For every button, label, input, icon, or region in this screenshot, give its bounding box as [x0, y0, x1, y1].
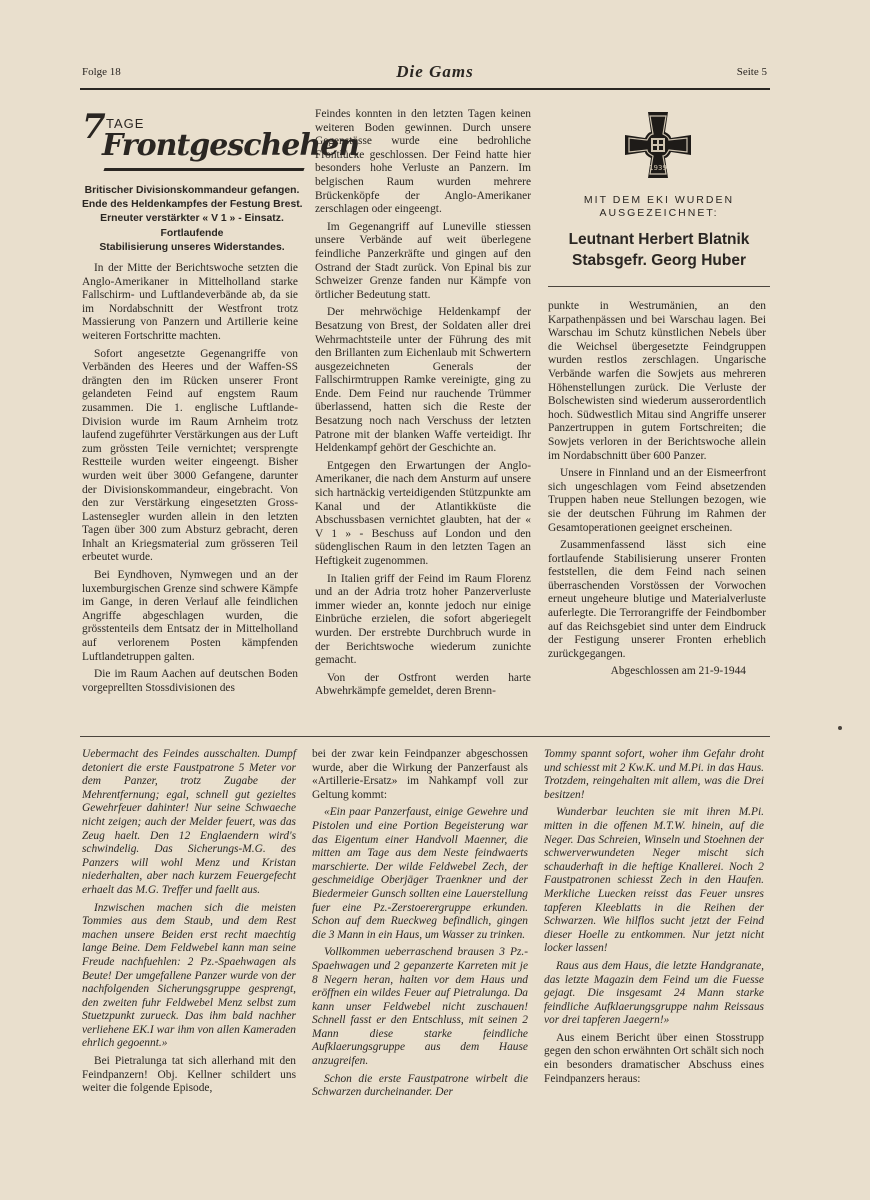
article-paragraph: Der mehrwöchige Heldenkampf der Besatzung von Brest, der Soldaten aller drei Wehrmachtsteile unter der Führung des mit den Brillanten zum Eichenlaub mit Schwertern ausgezeichneten Generals der Fallschirmtruppen Ramke vereinigte, ging zu Ende. Dem Feind nur rauchende Trümmer überlassend, hatten sich die Reste der Besatzung noch nach Verschuss der letzten Patrone mit der blanken Waffe verteidigt. Ihr Heldenkampf gehört der Geschichte an.: [315, 306, 531, 455]
iron-cross-icon: [623, 110, 693, 180]
masthead: Die Gams: [396, 62, 474, 81]
story-paragraph: Inzwischen machen sich die meisten Tommies aus dem Staub, und dem Rest machen unsere Beiden erst recht maechtig lange Beine. Dem Feldwebel kann man seine Freude nachfuehlen: 2 Pz.-Spaehwagen als Beute! Der umgefallene Panzer wurde von der nachfolgenden Sicherungsgruppe gesprengt, den zweiten fuhr Feldwebel Menz selbst zum Stuetzpunkt zurueck. Das ihm bald nachher verliehene EK.I war ihm von allen Kameraden ehrlich gegoennt.»: [82, 901, 296, 1050]
article-paragraph: In Italien griff der Feind im Raum Florenz und an der Adria trotz hoher Panzerverluste immer wieder an, konnte jedoch nur einige Einbrüche erzielen, die sofort abgeriegelt wurden. Der erstrebte Durchbruch wurde in der Berichtswoche wiederum zunichte gemacht.: [315, 572, 531, 667]
upper-column-3: [548, 300, 766, 679]
award-recipient: Stabsgefr. Georg Huber: [572, 252, 746, 269]
award-heading: [548, 194, 770, 220]
summary-line: Erneuter verstärkter « V 1 » - Einsatz.: [100, 213, 284, 225]
story-paragraph: Uebermacht des Feindes ausschalten. Dumpf detoniert die erste Faustpatrone 5 Meter vor dem Panzer, trotz Zugabe der Mehrentfernung; egal, schnell gut gezieltes Gewehrfeuer dahinter! Nur seine Schwaeche nicht zeigen; auch der Melder feuert, was das Zeug haelt. Den 12 Englaendern wird's schwindelig. Das Sicherungs-M.G. des Panzers will wohl Menz und Kristan niederhalten, aber nach kurzem Feuergefecht erhaelt das M.G. Treffer und faellt aus.: [82, 748, 296, 896]
story-paragraph: bei der zwar kein Feindpanzer abgeschossen wurde, aber die Wirkung der Panzerfaust als «Artillerie-Ersatz» im Nahkampf voll zur Geltung kommt:: [312, 748, 528, 801]
issue-number: Folge 18: [82, 66, 121, 78]
article-paragraph: punkte in Westrumänien, an den Karpathenpässen und bei Warschau lagen. Bei Warschau im Schutz künstlichen Nebels über die Weichsel übergesetzte Feindgruppen wurden restlos zerschlagen. Ungarische Verbände warfen die Sowjets aus mehreren Höhenstellungen zurück. Die Verluste der Bolschewisten sind wiederum ausserordentlich hoch. Südwestlich Mitau sind Angriffe unserer Panzertruppen in gutem Fortschreiten; die Sowjets verloren in der Berichtswoche allein im Nordabschnitt über 600 Panzer.: [548, 300, 766, 462]
story-paragraph: Tommy spannt sofort, woher ihm Gefahr droht und schiesst mit 2 Kw.K. und M.Pi. in das Haus. Trotzdem, reingehalten mit allem, was die Drei besitzen!: [544, 748, 765, 801]
award-divider: [548, 286, 770, 287]
summary-line: Ende des Heldenkampfes der Festung Brest.: [82, 199, 303, 211]
article-paragraph: Von der Ostfront werden harte Abwehrkämpfe gemeldet, deren Brenn-: [315, 671, 531, 698]
award-heading-line: AUSGEZEICHNET:: [599, 207, 719, 219]
summary-line: Stabilisierung unseres Widerstandes.: [99, 241, 285, 253]
title-frontgeschehen: Frontgeschehen: [102, 128, 360, 163]
article-paragraph: In der Mitte der Berichtswoche setzten die Anglo-Amerikaner in Mittelholland starke Fallschirm- und Luftlandeverbände ab, da sie im Nordabschnitt der Westfront trotz Massierung von Panzern und Artillerie keine weiteren Fortschritte machten.: [82, 262, 298, 342]
summary-line: Fortlaufende: [160, 227, 224, 239]
article-paragraph: Feindes konnten in den letzten Tagen keinen weiteren Boden gewinnen. Durch unsere Gegenstösse wurde eine bedrohliche Frontlücke geschlossen. Der Feind hatte hier besonders hohe Verluste an Panzern. Im belgischen Raum wurden mehrere Brückenköpfe der Anglo-Amerikaner zerschlagen oder eingeengt.: [315, 108, 531, 216]
article-paragraph: Die im Raum Aachen auf deutschen Boden vorgeprellten Stossdivisionen des: [82, 668, 298, 694]
article-paragraph: Sofort angesetzte Gegenangriffe von Verbänden des Heeres und der Waffen-SS drängten den im Rücken unserer Front gelandeten Feind auf engstem Raum zusammen. Die 1. englische Luftlande-Division wurde im Raum Arnheim trotz laufend zugeführter Verstärkungen aus der Luft zum grössten Teile vernichtet; versprengte Restteile wurden weiter eingeengt. Bisher wurden weit über 3000 Gefangene, darunter der Divisionskommandeur, eingebracht. Von den zur Verstärkung eingesetzten Gross-Lastensegler wurden allein in den letzten Tagen über 300 zum Absturz gebracht, deren Inhalt an Kriegsmaterial zum grösseren Teil erbeutet wurde.: [82, 347, 298, 564]
story-paragraph: Bei Pietralunga tat sich allerhand mit den Feindpanzern! Obj. Kellner schildert uns weiter die folgende Episode,: [82, 1055, 296, 1095]
article-paragraph: Entgegen den Erwartungen der Anglo-Amerikaner, die nach dem Ansturm auf unsere sich hartnäckig verteidigenden Stützpunkte am Kanal und der Atlantikküste die Abschussbasen vernichtet glaubten, hat der « V 1 » - Beschuss auf London und den südenglischen Raum in den letzten Tagen an Heftigkeit zugenommen.: [315, 459, 531, 567]
title-underline: [103, 168, 304, 171]
story-paragraph: Wunderbar leuchten sie mit ihren M.Pi. mitten in die offenen M.T.W. hinein, auf die Neger. Das Schreien, Winseln und Stoehnen der schwerverwundeten Neger mischt sich schauderhaft in die heftige Knallerei. Noch 2 Faustpatronen schiesst Zech in den Haufen. Merkliche Luecken reisst das Feuer unsres tapferen Kleeblatts in die Reihen der Schwarzen. Wie hilflos sucht jetzt der Feind dieser Hoelle zu entkommen. Nur jetzt nicht locker lassen!: [544, 806, 764, 955]
title-number: 7: [82, 107, 106, 147]
summary-line: Britischer Divisionskommandeur gefangen.: [84, 185, 300, 196]
story-paragraph: «Ein paar Panzerfaust, einige Gewehre und Pistolen und eine Portion Begeisterung war das Eigentum einer Handvoll Maenner, die mitten am Tage aus dem Neste feindwaerts marschierte. Der wilde Feldwebel Zech, der geschmeidige Oberjäger Traenkner und der Biedermeier Gunsch sollten eine Lauerstellung fuer eine Pz.-Zerstoerergruppe erkunden. Schon auf dem Rueckweg befindlich, gingen die 3 Mann in ein Haus, um Wasser zu trinken.: [312, 806, 528, 941]
award-heading-line: MIT DEM EKI WURDEN: [583, 194, 735, 206]
award-box: [548, 110, 770, 280]
article-paragraph: Im Gegenangriff auf Luneville stiessen unsere Verbände auf weit überlegene feindliche Panzerkräfte und gingen auf den Ostrand der Stadt zurück. Von Epinal bis zur Schweizer Grenze fanden nur Kämpfe von örtlicher Bedeutung statt.: [315, 220, 531, 301]
lower-column-1: [82, 748, 296, 1096]
header-rule: [80, 88, 770, 90]
section-divider: [80, 736, 770, 737]
story-paragraph: Schon die erste Faustpatrone wirbelt die Schwarzen durcheinander. Der: [312, 1072, 528, 1099]
page-number: Seite 5: [736, 66, 767, 78]
story-paragraph: Aus einem Bericht über einen Stosstrupp gegen den schon erwähnten Ort schält sich noch ein besonders dramatischer Abschuss eines Feindpanzers heraus:: [544, 1031, 764, 1085]
cross-year: 1939: [649, 164, 667, 172]
story-paragraph: Vollkommen ueberraschend brausen 3 Pz.-Spaehwagen und 2 gepanzerte Karreten mit je 8 Negern heran, halten vor dem Haus und eröffnen ein wildes Feuer auf Pietralunga. Da kann unser Feldwebel nicht zuschauen! Schnell fasst er den Entschluss, mit seinen 2 Mann diese starke feindliche Aufklaerungsgruppe aus dem Hause anzugreifen.: [312, 946, 528, 1068]
award-recipient: Leutnant Herbert Blatnik: [568, 231, 750, 248]
summary-headlines: [82, 184, 302, 255]
lower-column-2: [312, 748, 528, 1100]
title-tage: TAGE: [106, 116, 145, 131]
upper-column-2: [315, 108, 531, 699]
article-paragraph: Unsere in Finnland und an der Eismeerfront sich ungeschlagen vom Feind absetzenden Truppen haben neue Stellungen bezogen, wie sie der deutschen Führung im Rahmen der Gesamtoperationen geeignet erscheinen.: [548, 467, 766, 534]
upper-column-1: [82, 262, 298, 695]
lower-column-3: [544, 748, 764, 1086]
story-paragraph: Raus aus dem Haus, die letzte Handgranate, das letzte Magazin dem Feind um die Fuesse gejagt. Die insgesamt 24 Mann starke feindliche Aufklaerungsgruppe nahm Reissaus vor drei tapferen Jaegern!»: [544, 959, 764, 1027]
article-paragraph: Zusammenfassend lässt sich eine fortlaufende Stabilisierung unserer Fronten feststellen, die dem Feind nach seinen überraschenden Vorstössen der Vorwochen erneut ungeheure blutige und Materialverluste auferlegte. Die Terrorangriffe der Feindbomber auf das Reichsgebiet sind unter dem Eindruck der Festigung unserer Fronten erheblich zurückgegangen.: [548, 539, 766, 660]
section-title: [82, 107, 360, 180]
page-dot: [838, 726, 842, 730]
signoff-date: Abgeschlossen am 21-9-1944: [610, 665, 746, 678]
article-paragraph: Bei Eyndhoven, Nymwegen und an der luxemburgischen Grenze sind schwere Kämpfe im Gange, in deren Verlauf alle feindlichen Angriffe abgeschlagen wurden, die grösstenteils dem Entsatz der in Mittelholland auf verlorenem Posten kämpfenden Luftlandetruppen galten.: [82, 569, 298, 663]
